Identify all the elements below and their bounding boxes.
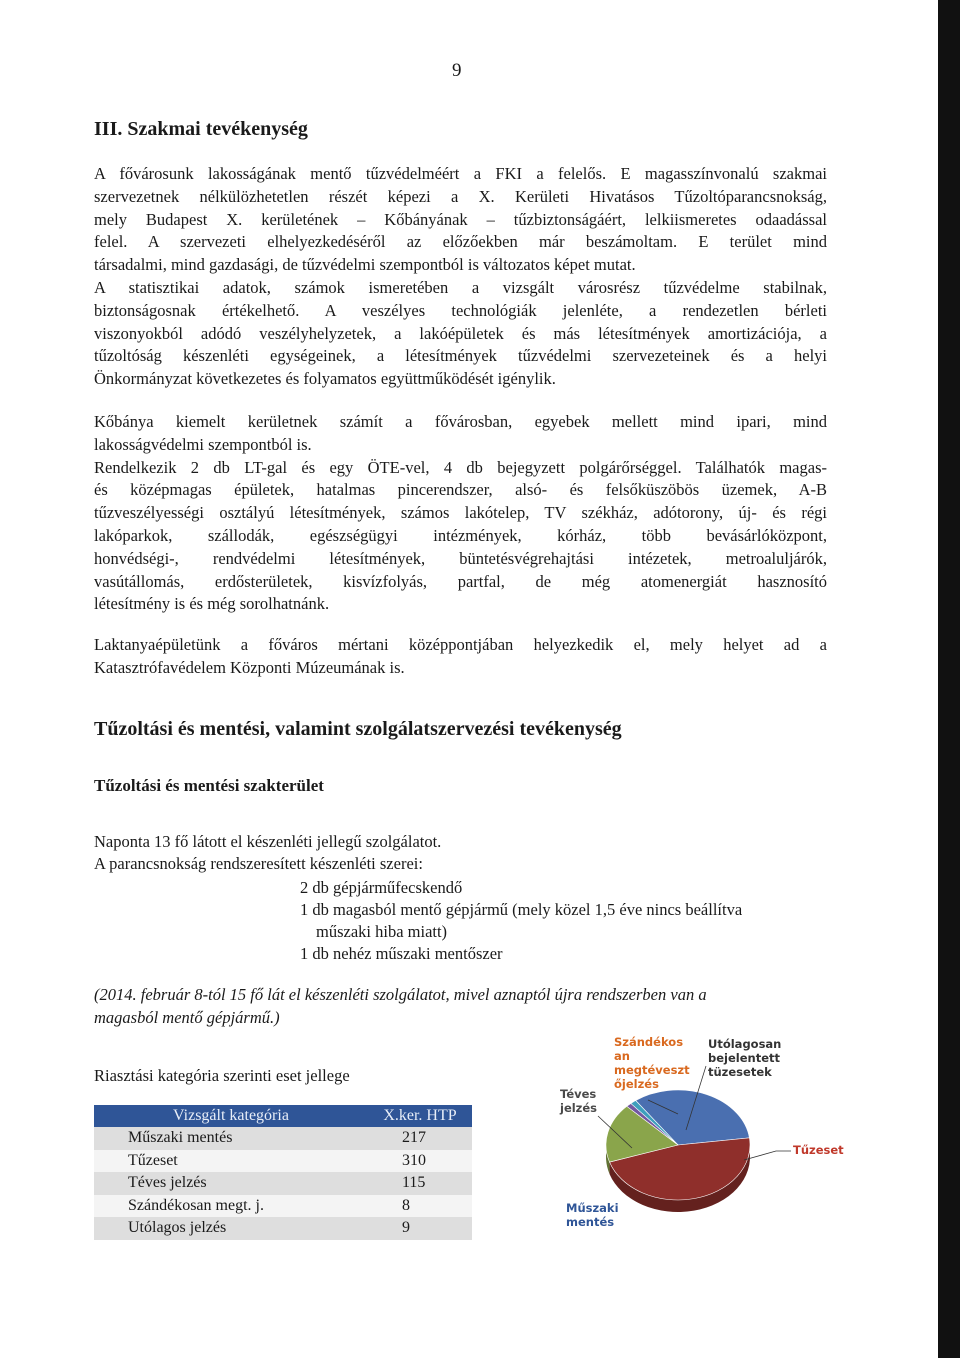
table-cell-value: 8 [368,1195,472,1218]
text-line: viszonyokból adódó veszélyhelyzetek, a lakóépületek és más létesítmények amortizációja, a [94,323,827,343]
scan-edge-border [938,0,960,1358]
text-line: A statisztikai adatok, számok ismeretében a vizsgált városrész tűzvédelme stabilnak, [94,277,827,297]
pie-label: Utólagosan [708,1037,782,1051]
equipment-item: 2 db gépjárműfecskendő [300,878,463,897]
text-line: Kőbánya kiemelt kerületnek számít a fővárosban, egyebek mellett mind ipari, mind [94,412,827,431]
pie-label: jelzés [560,1101,598,1115]
pie-label: Szándékos [614,1035,684,1049]
table-cell-category: Utólagos jelzés [94,1217,368,1240]
pie-label: Tűzeset [793,1143,844,1157]
section-heading: III. Szakmai tevékenység [94,118,308,140]
table-header-row [94,1105,472,1127]
table-cell-value: 217 [368,1127,472,1150]
equipment-item: 1 db magasból mentő gépjármű (mely közel 1,5 éve nincs beállítva [300,900,743,919]
text-line: biztonságosnak értékelhető. A veszélyes technológiák jelenléte, a rendezetlen bérleti [94,300,827,320]
text-line: A fővárosunk lakosságának mentő tűzvédelméért a FKI a felelős. E magasszínvonalú szakmai [94,164,827,183]
pie-label: an [614,1049,630,1063]
note-italic [94,984,827,1030]
category-table [94,1105,472,1240]
pie-label: tüzesetek [708,1065,772,1079]
table-row [94,1127,472,1150]
text-line: és középmagas épületek, hatalmas pincerendszer, alsó- és felsőküszöbös üzemek, A-B [94,480,827,500]
table-header-category: Vizsgált kategória [94,1105,368,1127]
pie-label: mentés [566,1215,615,1229]
text-line: Laktanyaépületünk a főváros mértani középpontjában helyezkedik el, mely helyet ad a [94,635,827,654]
table-cell-value: 115 [368,1172,472,1195]
table-cell-category: Műszaki mentés [94,1127,368,1150]
subsection-heading: Tűzoltási és mentési, valamint szolgálatszervezési tevékenység [94,718,622,740]
text-line: vasútállomás, erdősterületek, kisvízfolyás, partfal, de még atomenergiát hasznosító [94,571,827,591]
text-line: felel. A szervezeti elhelyezkedéséről az előzőekben már beszámoltam. E terület mind [94,232,827,252]
table-cell-category: Tűzeset [94,1150,368,1173]
table-caption: Riasztási kategória szerinti eset jellege [94,1066,350,1085]
text-line: honvédségi-, rendvédelmi létesítmények, büntetésvégrehajtási intézetek, metroaluljárók, [94,548,827,568]
text-line: társadalmi, mind gazdasági, de tűzvédelmi szempontból is változatos képet mutat. [94,255,636,275]
equipment-intro: A parancsnokság rendszeresített készenléti szerei: [94,854,423,873]
pie-label: bejelentett [708,1051,780,1065]
table-cell-category: Téves jelzés [94,1172,368,1195]
text-line: Katasztrófavédelem Központi Múzeumának is. [94,657,405,677]
text-line: lakóparkok, szállodák, egészségügyi intézmények, kórház, több bevásárlóközpont, [94,525,827,545]
leader-line [744,1151,791,1160]
text-line: lakosságvédelmi szempontból is. [94,434,312,454]
table-row [94,1150,472,1173]
pie-chart [548,1030,848,1260]
text-line: Rendelkezik 2 db LT-gal és egy ÖTE-vel, 4 db bejegyzett polgárőrséggel. Találhatók magas- [94,457,827,477]
text-line: létesítmény is és még sorolhatnánk. [94,594,330,614]
pie-label: Műszaki [566,1201,619,1215]
table-cell-value: 310 [368,1150,472,1173]
text-line: szervezetnek nélkülözhetetlen részét képezi a X. Kerületi Hivatásos Tűzoltóparancsnokság, [94,186,827,206]
note-line: (2014. február 8-tól 15 fő lát el készenléti szolgálatot, mivel aznaptól újra rendszerben van a [94,985,707,1004]
paragraph-building [94,634,827,680]
table-cell-category: Szándékosan megt. j. [94,1195,368,1218]
text-line: tűzoltóság készenléti egységeinek, a létesítmények tűzvédelmi szervezeteinek és a helyi [94,346,827,366]
table-row [94,1217,472,1240]
table-row [94,1195,472,1218]
sub-subsection-heading: Tűzoltási és mentési szakterület [94,776,324,795]
table-row [94,1172,472,1195]
text-line: mely Budapest X. kerületének – Kőbányának – tűzbiztonságáért, lelkiismeretes odaadással [94,209,827,229]
note-line: magasból mentő gépjármű.) [94,1007,280,1027]
pie-label: megtéveszt [614,1063,690,1077]
table-cell-value: 9 [368,1217,472,1240]
equipment-item-continued: műszaki hiba miatt) [316,922,448,941]
pie-label: Téves [560,1087,597,1101]
paragraph-intro [94,163,827,391]
pie-label: őjelzés [614,1077,659,1091]
text-line: tűzveszélyességi osztályú létesítmények, számos lakótelep, TV székház, adótorony, új- és régi [94,503,827,523]
page-number: 9 [452,60,462,81]
text-line: Önkormányzat következetes és folyamatos együttműködését igénylik. [94,369,556,389]
equipment-item: 1 db nehéz műszaki mentőszer [300,944,503,963]
paragraph-district [94,411,827,616]
staff-line: Naponta 13 fő látott el készenléti jellegű szolgálatot. [94,832,442,851]
table-header-value: X.ker. HTP [368,1105,472,1127]
